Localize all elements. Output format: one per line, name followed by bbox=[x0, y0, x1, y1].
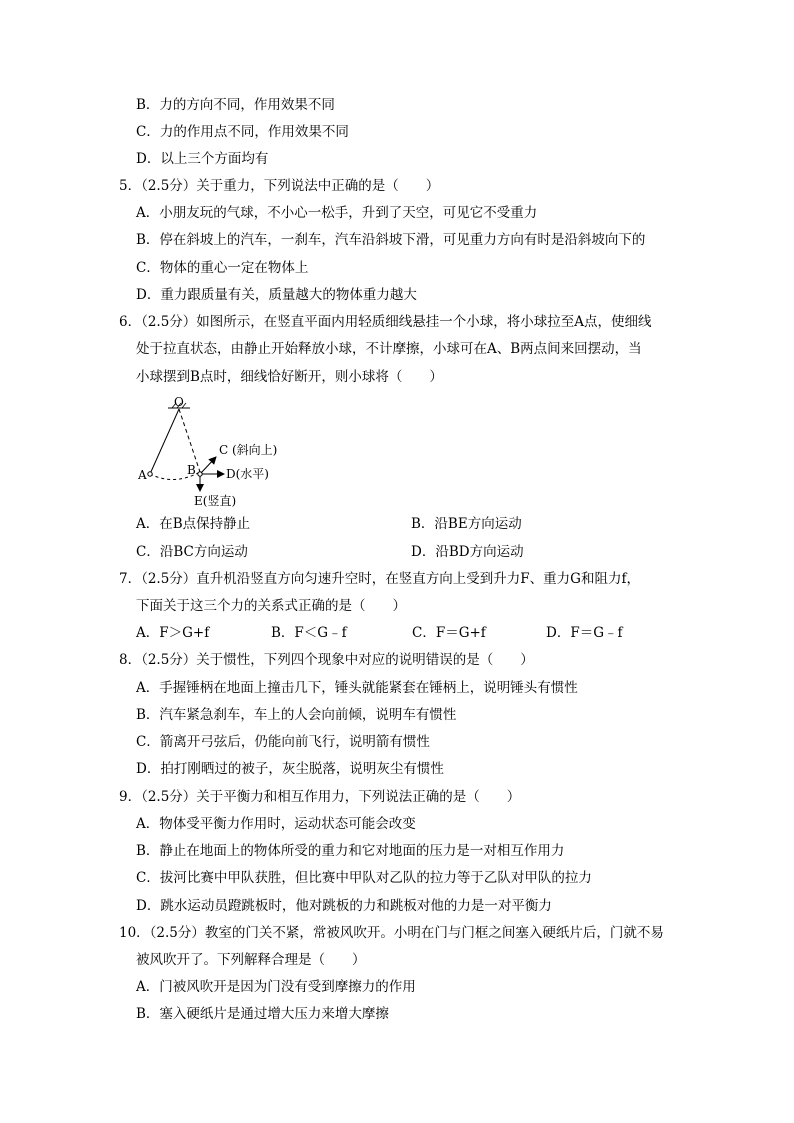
q6-stem-line-2: 处于拉直状态，由静止开始释放小球，不计摩擦，小球可在A、B两点间来回摆动，当 bbox=[136, 341, 642, 357]
label-d: D(水平) bbox=[226, 467, 269, 481]
label-o: O bbox=[174, 395, 184, 409]
q9-option-a: A．物体受平衡力作用时，运动状态可能会改变 bbox=[136, 816, 416, 832]
q6-option-a: A．在B点保持静止 bbox=[136, 516, 251, 532]
q8-option-a: A．手握锤柄在地面上撞击几下，锤头就能紧套在锤柄上，说明锤头有惯性 bbox=[136, 680, 578, 696]
q5-option-b: B．停在斜坡上的汽车，一刹车，汽车沿斜坡下滑，可见重力方向有时是沿斜坡向下的 bbox=[136, 232, 646, 248]
q7-stem-line-1: 7．（2.5分）直升机沿竖直方向匀速升空时，在竖直方向上受到升力F、重力G和阻力f， bbox=[119, 571, 640, 587]
q9-option-b: B．静止在地面上的物体所受的重力和它对地面的压力是一对相互作用力 bbox=[136, 843, 565, 859]
label-b: B bbox=[187, 463, 196, 477]
q7-option-b: B．F＜G﹣f bbox=[271, 625, 347, 641]
q9-option-c: C．拔河比赛中甲队获胜，但比赛中甲队对乙队的拉力等于乙队对甲队的拉力 bbox=[136, 870, 592, 886]
q9-stem: 9．（2.5分）关于平衡力和相互作用力，下列说法正确的是（ ） bbox=[119, 789, 521, 805]
q10-stem-line-2: 被风吹开了。下列解释合理是（ ） bbox=[136, 952, 366, 968]
label-a: A bbox=[138, 468, 147, 482]
q5-option-d: D．重力跟质量有关，质量越大的物体重力越大 bbox=[136, 287, 417, 303]
string-oa bbox=[150, 409, 179, 474]
q7-option-c: C．F＝G+f bbox=[412, 625, 486, 641]
q7-stem-line-2: 下面关于这三个力的关系式正确的是（ ） bbox=[136, 598, 406, 614]
q6-stem-line-1: 6．（2.5分）如图所示，在竖直平面内用轻质细线悬挂一个小球，将小球拉至A点，使细线 bbox=[119, 314, 652, 330]
q7-option-d: D．F＝G﹣f bbox=[546, 625, 623, 641]
label-e: E(竖直) bbox=[194, 494, 237, 508]
q7-option-a: A．F＞G+f bbox=[136, 625, 210, 641]
q8-option-d: D．拍打刚晒过的被子，灰尘脱落，说明灰尘有惯性 bbox=[136, 761, 444, 777]
q6-stem-line-3: 小球摆到B点时，细线恰好断开，则小球将（ ） bbox=[136, 369, 443, 385]
q6-option-b: B．沿BE方向运动 bbox=[411, 516, 522, 532]
pendulum-figure bbox=[130, 394, 300, 510]
q6-option-d: D．沿BD方向运动 bbox=[411, 544, 524, 560]
arrow-bc bbox=[201, 457, 216, 473]
label-c: C (斜向上) bbox=[219, 443, 278, 457]
q4-option-b: B．力的方向不同，作用效果不同 bbox=[136, 97, 335, 113]
q4-option-c: C．力的作用点不同，作用效果不同 bbox=[136, 124, 349, 140]
q8-stem: 8．（2.5分）关于惯性，下列四个现象中对应的说明错误的是（ ） bbox=[119, 652, 534, 668]
q8-option-c: C．箭离开弓弦后，仍能向前飞行，说明箭有惯性 bbox=[136, 734, 430, 750]
q9-option-d: D．跳水运动员蹬跳板时，他对跳板的力和跳板对他的力是一对平衡力 bbox=[136, 898, 552, 914]
q8-option-b: B．汽车紧急刹车，车上的人会向前倾，说明车有惯性 bbox=[136, 707, 457, 723]
q4-option-d: D．以上三个方面均有 bbox=[136, 151, 269, 167]
q6-option-c: C．沿BC方向运动 bbox=[136, 544, 248, 560]
q10-option-b: B．塞入硬纸片是通过增大压力来增大摩擦 bbox=[136, 1006, 389, 1022]
q10-option-a: A．门被风吹开是因为门没有受到摩擦力的作用 bbox=[136, 979, 416, 995]
q5-stem: 5．（2.5分）关于重力，下列说法中正确的是（ ） bbox=[119, 178, 440, 194]
q5-option-c: C．物体的重心一定在物体上 bbox=[136, 260, 309, 276]
ball-a bbox=[148, 472, 152, 476]
q5-option-a: A．小朋友玩的气球，不小心一松手，升到了天空，可见它不受重力 bbox=[136, 205, 538, 221]
q10-stem-line-1: 10．（2.5分）教室的门关不紧，常被风吹开。小明在门与门框之间塞入硬纸片后，门就不易 bbox=[119, 925, 664, 941]
